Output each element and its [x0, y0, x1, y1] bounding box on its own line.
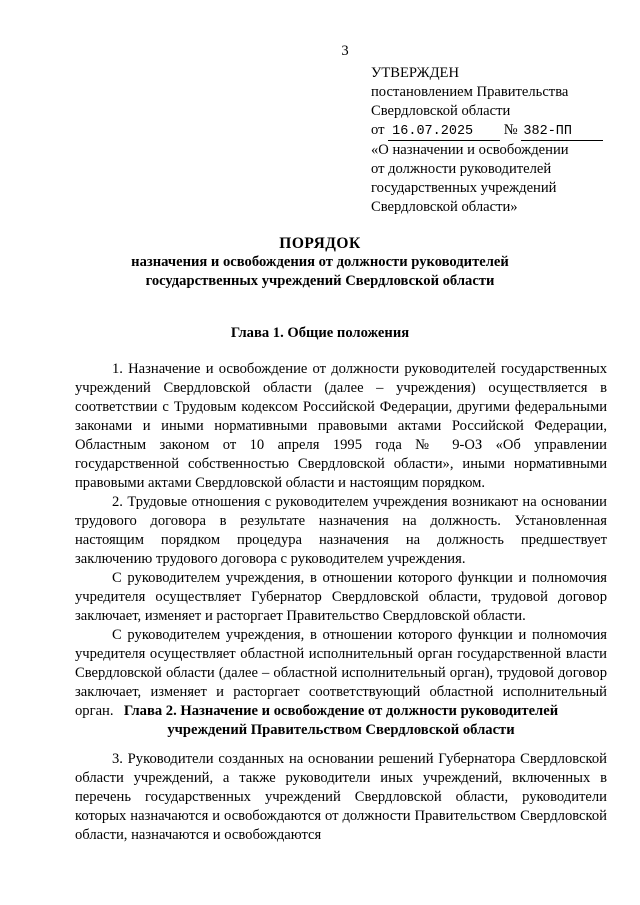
approval-line-2: Свердловской области — [371, 103, 511, 119]
approval-heading: УТВЕРЖДЕН — [371, 65, 459, 81]
page-number: 3 — [341, 43, 349, 59]
chapter-2-heading-line-1: Глава 2. Назначение и освобождение от должности руководителей — [123, 703, 559, 719]
title-sub-1: назначения и освобождения от должности руководителей — [131, 254, 509, 270]
paragraph-1: 1. Назначение и освобождение от должности руководителей государственных учреждений Свердловской области (далее – учреждения) осуществляется в соответствии с Трудовым кодексом Российской Федерации, другими федеральными законами и иными нормативными правовыми актами Российской Федерации, Областным законом от 10 апреля 1995 года № 9-ОЗ «Об управлении государственной собственностью Свердловской области», иными нормативными правовыми актами Свердловской области и настоящим порядком. — [75, 361, 607, 491]
chapter-1-heading: Глава 1. Общие положения — [230, 325, 410, 341]
approval-number: 382-ПП — [521, 124, 603, 141]
approval-subject-4: Свердловской области» — [371, 199, 518, 215]
paragraph-2: 2. Трудовые отношения с руководителем учреждения возникают на основании трудового договора в результате назначения на должность. Установленная настоящим порядком процедура назначения на должность предшествует заключению трудового договора с руководителем учреждения. — [75, 494, 607, 567]
approval-subject-3: государственных учреждений — [371, 180, 557, 196]
number-prefix: № — [503, 122, 518, 138]
approval-date: 16.07.2025 — [388, 124, 500, 141]
approval-block — [371, 64, 621, 217]
title-main: ПОРЯДОК — [279, 235, 361, 252]
approval-subject-1: «О назначении и освобождении — [371, 142, 569, 158]
chapter-1-body — [75, 360, 607, 721]
date-prefix: от — [371, 122, 385, 138]
approval-subject-2: от должности руководителей — [371, 161, 552, 177]
approval-line-1: постановлением Правительства — [371, 84, 569, 100]
chapter-2-body — [75, 750, 607, 845]
document-title — [0, 234, 640, 291]
title-sub-2: государственных учреждений Свердловской области — [145, 273, 495, 289]
paragraph-4: С руководителем учреждения, в отношении которого функции и полномочия учредителя осуществляет областной исполнительный орган государственной власти Свердловской области (далее – областной исполнительный орган), трудовой договор заключает, изменяет и расторгает соответствующий областной исполнительный орган. — [75, 627, 607, 719]
chapter-2-heading-line-2: учреждений Правительством Свердловской области — [167, 722, 515, 738]
paragraph-5: 3. Руководители созданных на основании решений Губернатора Свердловской области учреждений, а также руководители иных учреждений, включенных в перечень государственных учреждений Свердловской области, руководители которых назначаются и освобождаются от должности Правительством Свердловской области, назначаются и освобождаются — [75, 751, 607, 843]
approval-date-line — [371, 121, 621, 141]
chapter-2-heading — [75, 702, 607, 740]
paragraph-3: С руководителем учреждения, в отношении которого функции и полномочия учредителя осуществляет Губернатор Свердловской области, трудовой договор заключает, изменяет и расторгает Правительство Свердловской области. — [75, 570, 607, 624]
